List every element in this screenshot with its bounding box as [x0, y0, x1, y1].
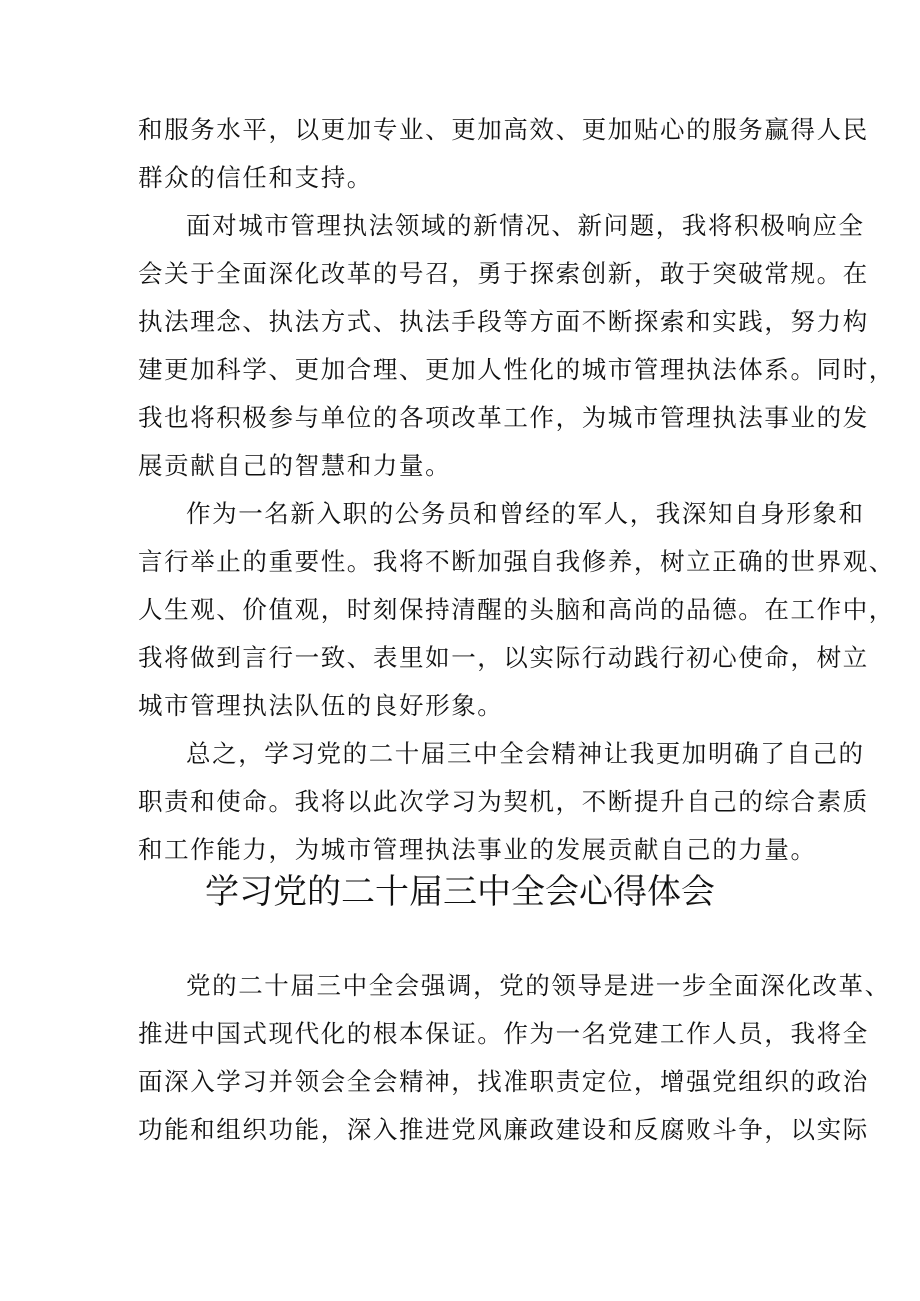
text-line: 执法理念、执法方式、执法手段等方面不断探索和实践，努力构 — [138, 307, 869, 336]
paragraph-first-line: 面对城市管理执法领域的新情况、新问题，我将积极响应全 — [186, 211, 865, 240]
text-line: 建更加科学、更加合理、更加人性化的城市管理执法体系。同时， — [138, 355, 895, 384]
text-line: 推进中国式现代化的根本保证。作为一名党建工作人员，我将全 — [138, 1019, 869, 1048]
text-line: 人生观、价值观，时刻保持清醒的头脑和高尚的品德。在工作中， — [138, 595, 895, 624]
text-line: 群众的信任和支持。 — [138, 163, 373, 192]
text-line: 职责和使命。我将以此次学习为契机，不断提升自己的综合素质 — [138, 787, 869, 816]
text-line: 和工作能力，为城市管理执法事业的发展贡献自己的力量。 — [138, 835, 817, 864]
text-line: 面深入学习并领会全会精神，找准职责定位，增强党组织的政治 — [138, 1067, 869, 1096]
document-title: 学习党的二十届三中全会心得体会 — [205, 872, 715, 912]
text-line: 展贡献自己的智慧和力量。 — [138, 451, 452, 480]
paragraph-first-line: 总之，学习党的二十届三中全会精神让我更加明确了自己的 — [186, 739, 865, 768]
text-line: 会关于全面深化改革的号召，勇于探索创新，敢于突破常规。在 — [138, 259, 869, 288]
text-line: 我也将积极参与单位的各项改革工作，为城市管理执法事业的发 — [138, 403, 869, 432]
paragraph-first-line: 党的二十届三中全会强调，党的领导是进一步全面深化改革、 — [186, 971, 891, 1000]
text-line: 功能和组织功能，深入推进党风廉政建设和反腐败斗争，以实际 — [138, 1115, 869, 1144]
paragraph-first-line: 作为一名新入职的公务员和曾经的军人，我深知自身形象和 — [186, 499, 865, 528]
text-line: 言行举止的重要性。我将不断加强自我修养，树立正确的世界观、 — [138, 547, 895, 576]
text-line: 城市管理执法队伍的良好形象。 — [138, 691, 504, 720]
text-line: 我将做到言行一致、表里如一，以实际行动践行初心使命，树立 — [138, 643, 869, 672]
text-line: 和服务水平，以更加专业、更加高效、更加贴心的服务赢得人民 — [138, 115, 869, 144]
